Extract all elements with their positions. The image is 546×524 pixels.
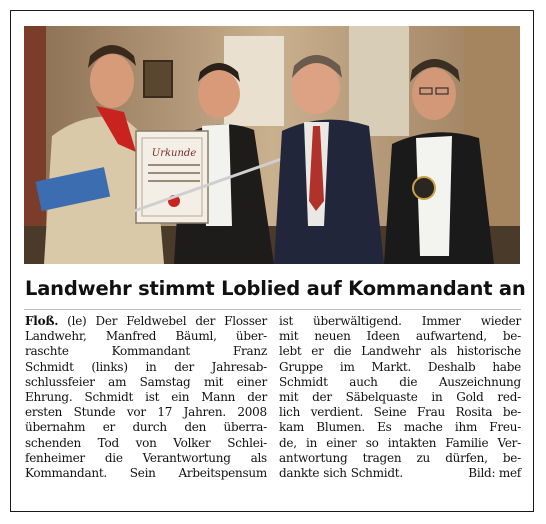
article-text-line: schlussfeier am Samstag mit einer (25, 374, 267, 389)
article-text-line: Schmidt auch die Auszeichnung (279, 374, 521, 389)
photo-credit: Bild: mef (468, 465, 521, 480)
article-text-line: mit neuen Ideen aufwartend, be- (279, 329, 521, 344)
article-photo (24, 26, 520, 264)
certificate-title: Urkunde (151, 148, 197, 159)
article-body (25, 314, 521, 481)
article-text-line: de, in einer so intakten Familie Ver- (279, 435, 521, 450)
article-text-line: fenheimer die Verantwortung als (25, 450, 267, 465)
article-text-line: übernahm er durch den überra- (25, 420, 267, 435)
article-text-line: Schmidt (links) in der Jahresab- (25, 359, 267, 374)
article-text-line: antwortung tragen zu dürfen, be- (279, 450, 521, 465)
article-text-line: raschte Kommandant Franz (25, 344, 267, 359)
article-text-line: Ehrung. Schmidt ist ein Mann der (25, 389, 267, 404)
article-text-line: lich verdient. Seine Frau Rosita be- (279, 405, 521, 420)
article-headline: Landwehr stimmt Loblied auf Kommandant an (25, 277, 526, 300)
article-dateline: Floß. (25, 314, 59, 328)
article-text-line: kam Blumen. Es mache ihm Freu- (279, 420, 521, 435)
article-author: (le) (67, 314, 87, 328)
article-text-line: ersten Stunde vor 17 Jahren. 2008 (25, 405, 267, 420)
article-text-line: Landwehr, Manfred Bäuml, über- (25, 329, 267, 344)
article-text-line: dankte sich Schmidt. Bild: mef (279, 465, 521, 480)
photo-illustration (24, 26, 520, 264)
article-text-line: mit der Säbelquaste in Gold red- (279, 389, 521, 404)
newspaper-clipping (10, 10, 534, 512)
article-text-line: Kommandant. Sein Arbeitspensum (25, 465, 267, 480)
headline-divider (24, 309, 521, 310)
article-text-line: schenden Tod von Volker Schlei- (25, 435, 267, 450)
article-text-line: Floß. (le) Der Feldwebel der Flosser (25, 314, 267, 328)
article-text-line: lebt er die Landwehr als historische (279, 344, 521, 359)
article-column-left (25, 314, 267, 481)
article-text-line: Gruppe im Markt. Deshalb habe (279, 359, 521, 374)
article-column-right (279, 314, 521, 481)
article-text-line: ist überwältigend. Immer wieder (279, 314, 521, 328)
